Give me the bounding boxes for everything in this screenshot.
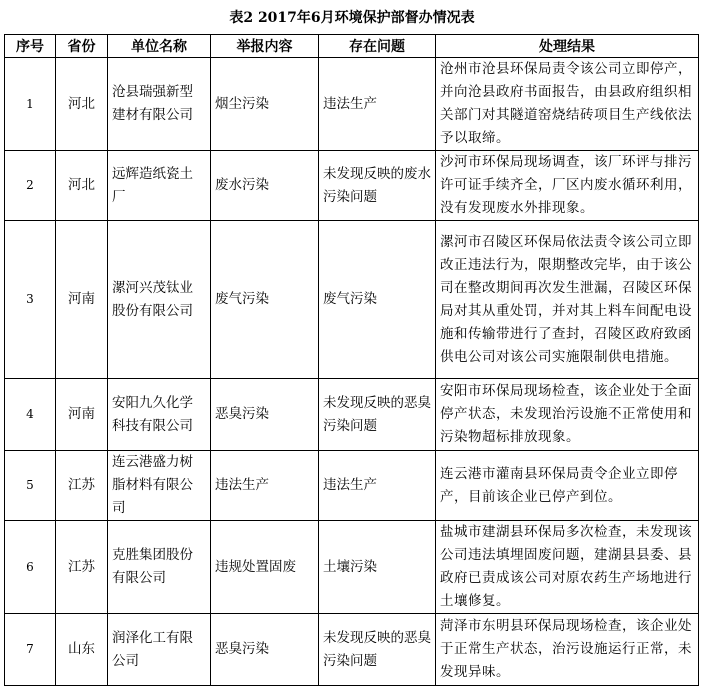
header-unit: 单位名称 bbox=[108, 35, 211, 58]
row-unit: 沧县瑞强新型建材有限公司 bbox=[108, 58, 211, 151]
table-row bbox=[5, 614, 699, 686]
row-number: 1 bbox=[5, 58, 56, 151]
row-province: 江苏 bbox=[56, 451, 108, 521]
row-province: 河北 bbox=[56, 58, 108, 151]
row-unit: 克胜集团股份有限公司 bbox=[108, 521, 211, 614]
row-issue: 未发现反映的恶臭污染问题 bbox=[319, 614, 436, 686]
header-result: 处理结果 bbox=[436, 35, 699, 58]
table-row bbox=[5, 451, 699, 521]
row-report: 烟尘污染 bbox=[211, 58, 319, 151]
row-province: 江苏 bbox=[56, 521, 108, 614]
row-issue: 违法生产 bbox=[319, 451, 436, 521]
row-number: 6 bbox=[5, 521, 56, 614]
row-issue: 违法生产 bbox=[319, 58, 436, 151]
row-number: 2 bbox=[5, 151, 56, 221]
table-caption: 表2 2017年6月环境保护部督办情况表 bbox=[229, 10, 475, 26]
row-result: 菏泽市东明县环保局现场检查，该企业处于正常生产状态，治污设施运行正常，未发现异味。 bbox=[436, 614, 699, 686]
row-result: 沧州市沧县环保局责令该公司立即停产，并向沧县政府书面报告，由县政府组织相关部门对其隧道窑烧结砖项目生产线依法予以取缔。 bbox=[436, 58, 699, 151]
row-unit: 漯河兴茂钛业股份有限公司 bbox=[108, 221, 211, 379]
table-row bbox=[5, 521, 699, 614]
table-row bbox=[5, 221, 699, 379]
row-number: 5 bbox=[5, 451, 56, 521]
row-report: 废气污染 bbox=[211, 221, 319, 379]
row-result: 漯河市召陵区环保局依法责令该公司立即改正违法行为，限期整改完毕，由于该公司在整改期间再次发生泄漏，召陵区环保局对其从重处罚，并对其上料车间配电设施和传输带进行了查封，召陵区政府致函供电公司对该公司实施限制供电措施。 bbox=[436, 221, 699, 379]
row-result: 安阳市环保局现场检查，该企业处于全面停产状态，未发现治污设施不正常使用和污染物超标排放现象。 bbox=[436, 379, 699, 451]
header-no: 序号 bbox=[5, 35, 56, 58]
row-number: 3 bbox=[5, 221, 56, 379]
row-issue: 未发现反映的废水污染问题 bbox=[319, 151, 436, 221]
row-number: 4 bbox=[5, 379, 56, 451]
row-result: 连云港市灌南县环保局责令企业立即停产，目前该企业已停产到位。 bbox=[436, 451, 699, 521]
row-issue: 废气污染 bbox=[319, 221, 436, 379]
header-row bbox=[5, 35, 699, 58]
row-report: 废水污染 bbox=[211, 151, 319, 221]
table-row bbox=[5, 151, 699, 221]
row-province: 山东 bbox=[56, 614, 108, 686]
row-issue: 未发现反映的恶臭污染问题 bbox=[319, 379, 436, 451]
row-unit: 连云港盛力树脂材料有限公司 bbox=[108, 451, 211, 521]
row-province: 河北 bbox=[56, 151, 108, 221]
supervision-table bbox=[4, 34, 699, 686]
row-report: 违法生产 bbox=[211, 451, 319, 521]
header-issue: 存在问题 bbox=[319, 35, 436, 58]
row-report: 恶臭污染 bbox=[211, 614, 319, 686]
row-result: 沙河市环保局现场调查，该厂环评与排污许可证手续齐全，厂区内废水循环利用，没有发现废水外排现象。 bbox=[436, 151, 699, 221]
row-report: 违规处置固废 bbox=[211, 521, 319, 614]
table-row bbox=[5, 379, 699, 451]
row-issue: 土壤污染 bbox=[319, 521, 436, 614]
row-unit: 远辉造纸瓷土厂 bbox=[108, 151, 211, 221]
row-unit: 润泽化工有限公司 bbox=[108, 614, 211, 686]
header-report: 举报内容 bbox=[211, 35, 319, 58]
header-province: 省份 bbox=[56, 35, 108, 58]
table-row bbox=[5, 58, 699, 151]
row-unit: 安阳九久化学科技有限公司 bbox=[108, 379, 211, 451]
row-report: 恶臭污染 bbox=[211, 379, 319, 451]
row-number: 7 bbox=[5, 614, 56, 686]
row-province: 河南 bbox=[56, 221, 108, 379]
row-province: 河南 bbox=[56, 379, 108, 451]
row-result: 盐城市建湖县环保局多次检查，未发现该公司违法填埋固废问题，建湖县县委、县政府已责成该公司对原农药生产场地进行土壤修复。 bbox=[436, 521, 699, 614]
